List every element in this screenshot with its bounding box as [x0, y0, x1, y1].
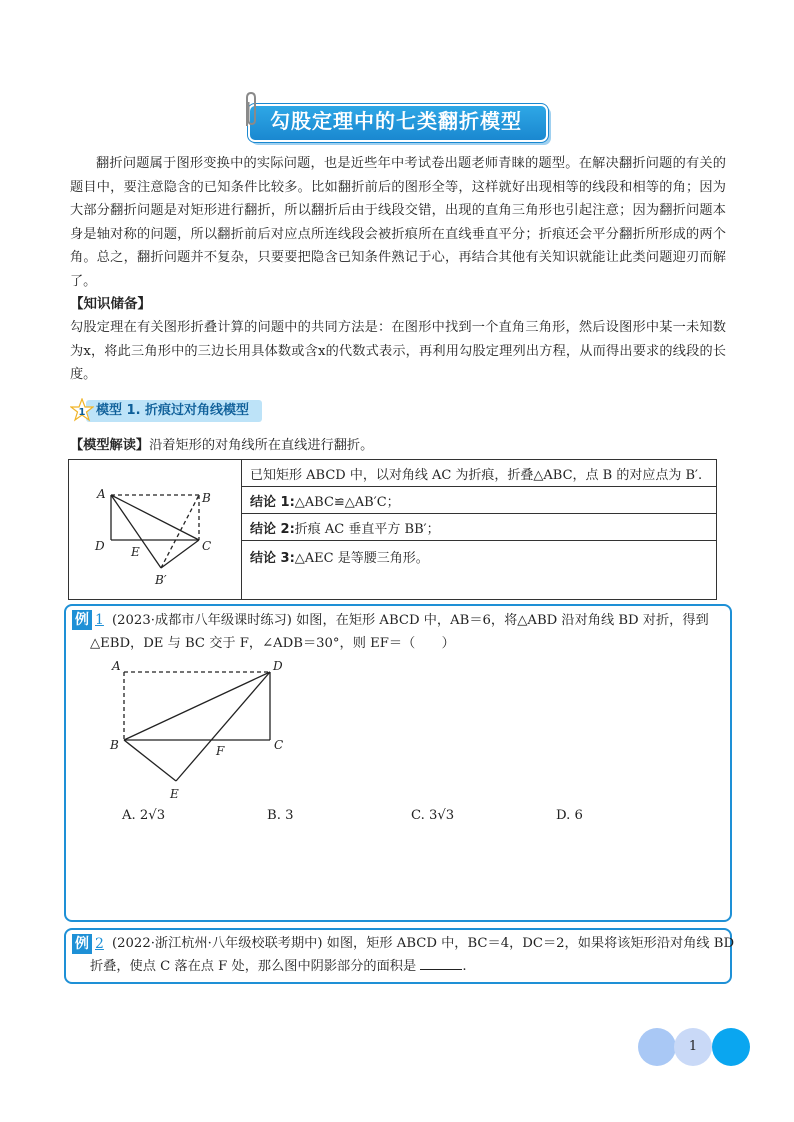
model-title: 模型 1. 折痕过对角线模型 [96, 403, 250, 418]
answer-blank[interactable] [420, 956, 462, 970]
example-1-line1: (2023·成都市八年级课时练习) 如图，在矩形 ABCD 中，AB＝6，将△ABD 沿对角线 BD 对折，得到 [112, 613, 709, 628]
example-1-label: 例 1 [72, 610, 107, 630]
knowledge-heading: 【知识储备】 [70, 296, 151, 312]
ex1-point-b: B [110, 738, 119, 752]
ex1-point-e: E [170, 787, 179, 801]
example-1-figure [106, 654, 306, 804]
star-number-icon [70, 398, 94, 424]
example-2-label: 例 2 [72, 934, 107, 954]
paperclip-icon [240, 90, 262, 130]
option-d[interactable]: D. 6 [556, 808, 583, 823]
ex1-point-c: C [274, 738, 284, 752]
model-point-c: C [202, 539, 212, 553]
example-1-box [64, 604, 732, 922]
ex1-point-f: F [216, 744, 225, 758]
model-explain [70, 434, 373, 453]
model-point-a: A [97, 487, 106, 501]
model-figure-cell [69, 460, 242, 600]
title-banner [248, 104, 548, 142]
option-c[interactable]: C. 3√3 [411, 808, 455, 823]
ex1-point-d: D [273, 659, 283, 673]
model-given: 已知矩形 ABCD 中，以对角线 AC 为折痕，折叠△ABC，点 B 的对应点为 B′. [242, 460, 717, 487]
model-explain-label: 【模型解读】 [70, 438, 150, 453]
page-number: 1 [674, 1028, 712, 1066]
model-table [68, 459, 717, 600]
option-b[interactable]: B. 3 [267, 808, 294, 823]
conclusion-1: 结论 1:△ABC≌△AB′C； [242, 487, 717, 514]
example-1-line2: △EBD，DE 与 BC 交于 F，∠ADB＝30°，则 EF＝（ ） [90, 636, 455, 651]
model-explain-text: 沿着矩形的对角线所在直线进行翻折。 [149, 438, 374, 453]
page-number-badge [638, 1028, 750, 1066]
model-number: 1 [78, 407, 86, 418]
conclusion-2: 结论 2:折痕 AC 垂直平方 BB′； [242, 514, 717, 541]
model-point-d: D [95, 539, 105, 553]
knowledge-paragraph: 勾股定理在有关图形折叠计算的问题中的共同方法是：在图形中找到一个直角三角形，然后设图形中某一未知数为x，将此三角形中的三边长用具体数或含x的代数式表示，再利用勾股定理列出方程，从而得出要求的线段的长度。 [70, 320, 726, 383]
example-2-line1: (2022·浙江杭州·八年级校联考期中) 如图，矩形 ABCD 中，BC＝4，DC＝2，如果将该矩形沿对角线 BD [112, 936, 735, 951]
ex1-point-a: A [112, 659, 121, 673]
page-title: 勾股定理中的七类翻折模型 [270, 109, 522, 133]
model-figure [69, 460, 241, 595]
model-point-e: E [131, 545, 140, 559]
conclusion-3: 结论 3:△AEC 是等腰三角形。 [242, 541, 717, 600]
example-2-box [64, 928, 735, 984]
model-point-b: B [202, 491, 211, 505]
example-2-line2: 折叠，使点 C 落在点 F 处，那么图中阴影部分的面积是 . [90, 955, 467, 978]
option-a[interactable]: A. 2√3 [122, 808, 166, 823]
intro-paragraph: 翻折问题属于图形变换中的实际问题，也是近些年中考试卷出题老师青睐的题型。在解决翻折问题的有关的题目中，要注意隐含的已知条件比较多。比如翻折前后的图形全等，这样就好出现相等的线段和相等的角；因为大部分翻折问题是对矩形进行翻折，所以翻折后由于线段交错，出现的直角三角形也引起注意；因为翻折问题本身是轴对称的问题，所以翻折前后对应点所连线段会被折痕所在直线垂直平分；折痕还会平分翻折所形成的两个角。总之，翻折问题并不复杂，只要要把隐含已知条件熟记于心，再结合其他有关知识就能让此类问题迎刃而解了。 [70, 156, 726, 289]
model-point-bprime: B′ [155, 573, 167, 587]
